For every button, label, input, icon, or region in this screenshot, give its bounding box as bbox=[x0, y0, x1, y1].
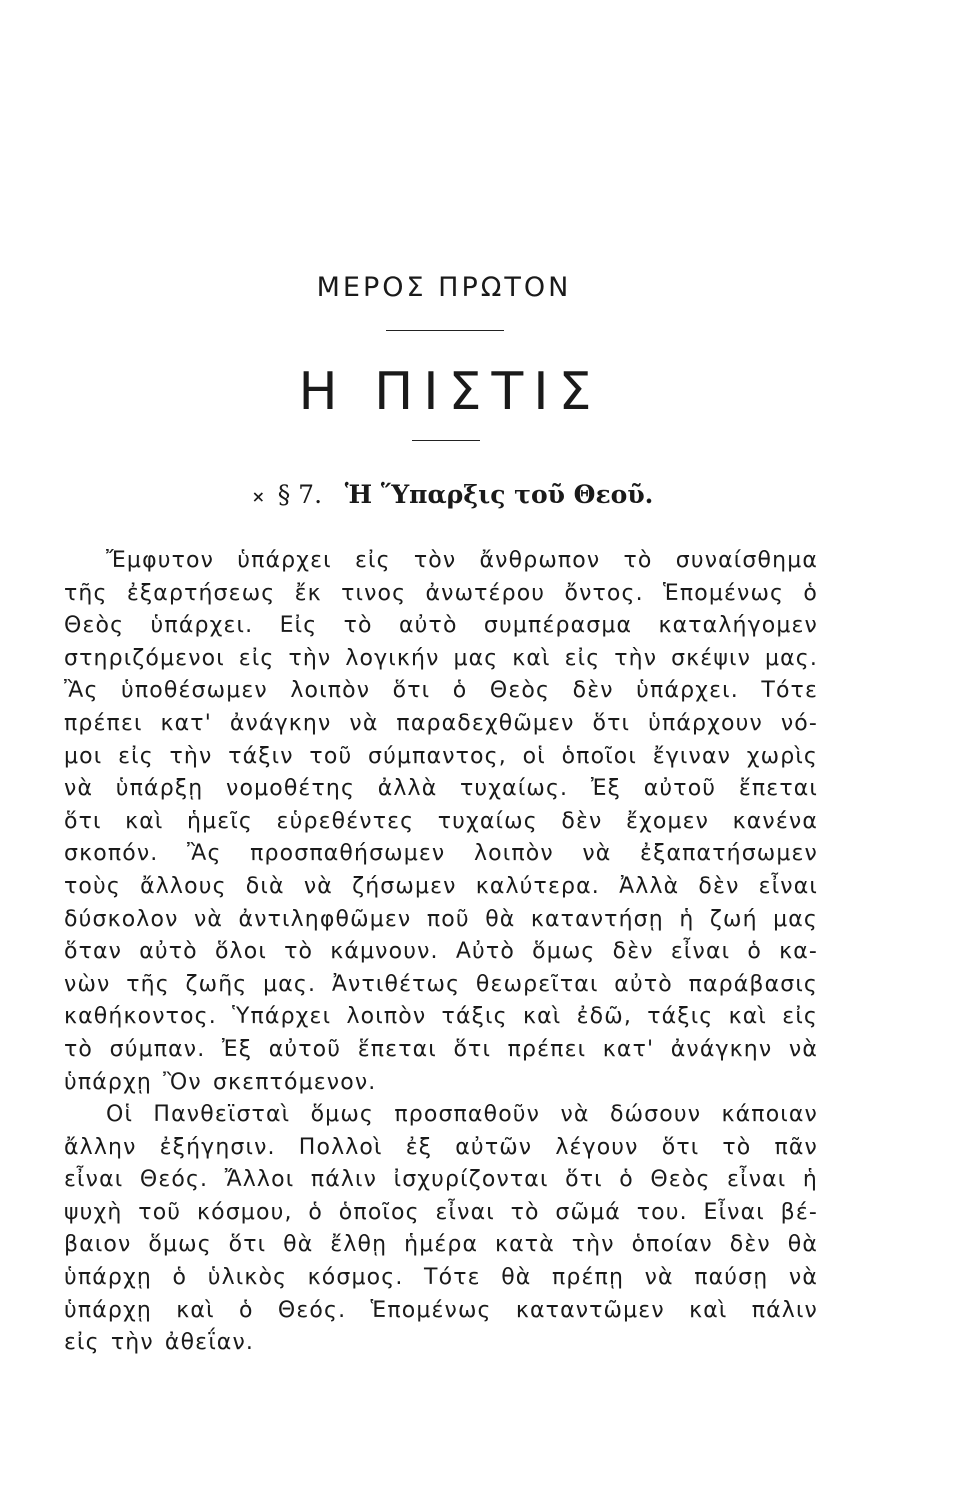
divider-rule bbox=[386, 330, 504, 331]
text-line: νὰ ὑπάρξῃ νομοθέτης ἀλλὰ τυχαίως. Ἐξ αὐτοῦ ἕπεται bbox=[64, 776, 818, 802]
text-line: τῆς ἐξαρτήσεως ἔκ τινος ἀνωτέρου ὄντος. Ἑπομένως ὁ bbox=[64, 580, 818, 606]
text-line: καθήκοντος. Ὑπάρχει λοιπὸν τάξις καὶ ἐδῶ, τάξις καὶ εἰς bbox=[64, 1004, 818, 1030]
text-line: βαιον ὅμως ὅτι θὰ ἔλθῃ ἡμέρα κατὰ τὴν ὁποίαν δὲν θὰ bbox=[64, 1232, 818, 1258]
text-line: ὑπάρχῃ καὶ ὁ Θεός. Ἑπομένως καταντῶμεν καὶ πάλιν bbox=[64, 1297, 818, 1323]
margin-mark: × bbox=[251, 487, 266, 506]
text-line: ψυχὴ τοῦ κόσμου, ὁ ὁποῖος εἶναι τὸ σῶμά του. Εἶναι βέ- bbox=[64, 1199, 818, 1225]
section-number: § 7. bbox=[277, 480, 323, 509]
text-line: στηριζόμενοι εἰς τὴν λογικήν μας καὶ εἰς τὴν σκέψιν μας. bbox=[64, 645, 818, 671]
text-line: σκοπόν. Ἂς προσπαθήσωμεν λοιπὸν νὰ ἐξαπατήσωμεν bbox=[64, 841, 818, 867]
text-line: Οἱ Πανθεϊσταὶ ὅμως προσπαθοῦν νὰ δώσουν κάποιαν bbox=[106, 1102, 818, 1128]
text-line: ἄλλην ἐξήγησιν. Πολλοὶ ἐξ αὐτῶν λέγουν ὅτι τὸ πᾶν bbox=[64, 1134, 818, 1160]
text-line: τοὺς ἄλλους διὰ νὰ ζήσωμεν καλύτερα. Ἀλλὰ δὲν εἶναι bbox=[64, 873, 818, 899]
text-line: δύσκολον νὰ ἀντιληφθῶμεν ποῦ θὰ καταντήσῃ ἡ ζωή μας bbox=[64, 906, 818, 932]
divider-rule bbox=[412, 440, 480, 441]
part-title: ΜΕΡΟΣ ΠΡΩΤΟΝ bbox=[316, 272, 572, 303]
text-line: πρέπει κατ' ἀνάγκην νὰ παραδεχθῶμεν ὅτι ὑπάρχουν νό- bbox=[64, 710, 818, 736]
chapter-title: Η ΠΙΣΤΙΣ bbox=[298, 362, 602, 422]
section-title: Ἡ Ὕπαρξις τοῦ Θεοῦ. bbox=[344, 480, 654, 509]
text-line: τὸ σύμπαν. Ἐξ αὐτοῦ ἕπεται ὅτι πρέπει κατ' ἀνάγκην νὰ bbox=[64, 1036, 818, 1062]
paragraphs bbox=[64, 545, 818, 1360]
text-line: Θεὸς ὑπάρχει. Εἰς τὸ αὐτὸ συμπέρασμα καταλήγομεν bbox=[64, 613, 818, 639]
text-line: Ἂς ὑποθέσωμεν λοιπὸν ὅτι ὁ Θεὸς δὲν ὑπάρχει. Τότε bbox=[64, 678, 818, 704]
text-line: νὼν τῆς ζωῆς μας. Ἀντιθέτως θεωρεῖται αὐτὸ παράβασις bbox=[64, 971, 818, 997]
text-line: ὅταν αὐτὸ ὅλοι τὸ κάμνουν. Αὐτὸ ὅμως δὲν εἶναι ὁ κα- bbox=[64, 939, 818, 965]
body-text bbox=[64, 545, 818, 1360]
text-line: μοι εἰς τὴν τάξιν τοῦ σύμπαντος, οἱ ὁποῖοι ἔγιναν χωρὶς bbox=[64, 743, 818, 769]
text-line: εἰς τὴν ἀθεΐαν. bbox=[64, 1330, 255, 1356]
text-line: ὑπάρχῃ ὁ ὑλικὸς κόσμος. Τότε θὰ πρέπῃ νὰ παύσῃ νὰ bbox=[64, 1265, 818, 1291]
text-line: ὑπάρχῃ Ὂν σκεπτόμενον. bbox=[64, 1069, 377, 1095]
section-heading bbox=[0, 480, 905, 509]
text-line: ὅτι καὶ ἡμεῖς εὑρεθέντες τυχαίως δὲν ἔχομεν κανένα bbox=[64, 808, 818, 834]
text-line: εἶναι Θεός. Ἄλλοι πάλιν ἰσχυρίζονται ὅτι ὁ Θεὸς εἶναι ἡ bbox=[64, 1167, 818, 1193]
text-line: Ἔμφυτον ὑπάρχει εἰς τὸν ἄνθρωπον τὸ συναίσθημα bbox=[106, 548, 818, 573]
